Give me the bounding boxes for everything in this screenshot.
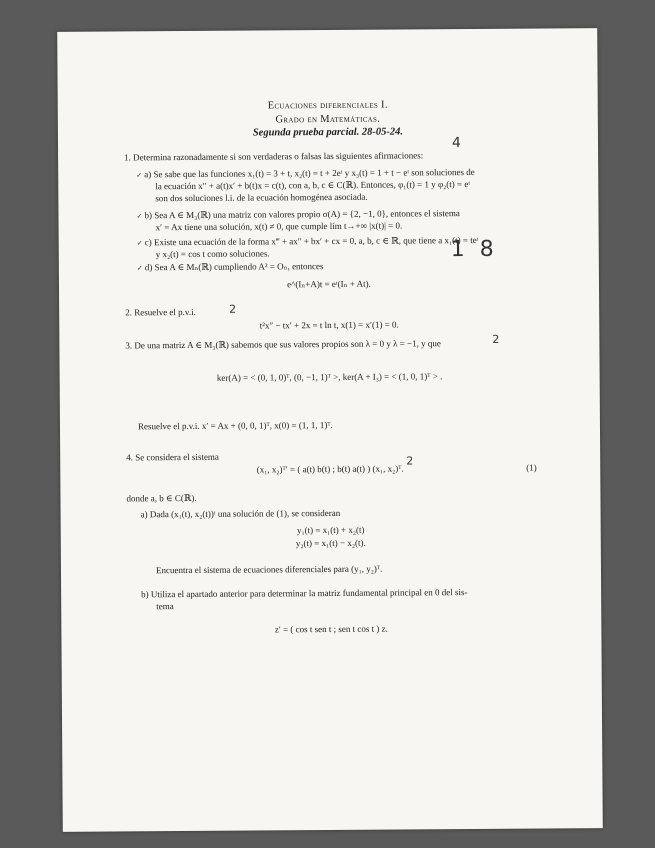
q1b-line1: b) Sea A ∈ M₃(ℝ) una matriz con valores propio σ(A) = {2, −1, 0}, entonces el sistema bbox=[144, 208, 460, 221]
q1d-formula: e^(Iₙ+A)t = eᵗ(Iₙ + At). bbox=[287, 278, 371, 290]
tick-mark-b: ✓ bbox=[136, 212, 143, 221]
q1d-line1: d) Sea A ∈ Mₙ(ℝ) cumpliendo A² = Oₙ, entonces bbox=[144, 261, 324, 273]
exam-title: Segunda prueba parcial. 28-05-24. bbox=[252, 126, 404, 139]
q1-points: 4 bbox=[451, 135, 461, 152]
q3-intro: 3. De una matriz A ∈ M₃(ℝ) sabemos que sus valores propios son λ = 0 y λ = −1, y que bbox=[125, 338, 441, 351]
tick-mark-a: ✓ bbox=[136, 171, 143, 180]
q4b-line2: tema bbox=[156, 601, 174, 612]
q1c-line2: y x₂(t) = cos t como soluciones. bbox=[155, 248, 270, 260]
q4-points: 2 bbox=[406, 454, 414, 468]
score-mark: 1 8 bbox=[450, 236, 498, 263]
course-title: Ecuaciones diferenciales I. bbox=[267, 99, 388, 112]
q2-intro: 2. Resuelve el p.v.i. bbox=[125, 306, 196, 318]
q4b-line1: b) Utiliza el apartado anterior para determinar la matriz fundamental principal en 0 del sis- bbox=[141, 587, 468, 600]
q4a-y2: y₂(t) = x₁(t) − x₂(t). bbox=[295, 537, 366, 549]
q4-where: donde a, b ∈ C(ℝ). bbox=[126, 492, 197, 504]
q3-pvi-formula: Resuelve el p.v.i. x′ = Ax + (0, 0, 1)ᵀ, x(0) = (1, 1, 1)ᵀ. bbox=[137, 419, 333, 432]
q2-points: 2 bbox=[229, 302, 237, 316]
q4a-y1: y₁(t) = x₁(t) + x₂(t) bbox=[296, 524, 365, 536]
q4-intro: 4. Se considera el sistema bbox=[126, 451, 219, 463]
degree-title: Grado en Matemáticas. bbox=[275, 113, 381, 126]
tick-mark-c: ✓ bbox=[136, 239, 143, 248]
q4b-formula: z′ = ( cos t sen t ; sen t cos t ) z. bbox=[274, 623, 388, 635]
q3-points: 2 bbox=[492, 332, 500, 346]
q4-system: (x₁, x₂)ᵀ′ = ( a(t) b(t) ; b(t) a(t) ) (x₁, x₂)ᵀ. bbox=[256, 463, 404, 475]
q1a-line1: a) Se sabe que las funciones x₁(t) = 3 + t, x₂(t) = t + 2eᵗ y x₃(t) = 1 + t − eᵗ son soluciones de bbox=[144, 166, 475, 180]
q4a-intro: a) Dada (x₁(t), x₂(t))ᵗ una solución de (1), se consideran bbox=[140, 507, 341, 520]
exam-sheet bbox=[57, 28, 603, 832]
q3-ker-formula: ker(A) = < (0, 1, 0)ᵀ, (0, −1, 1)ᵀ >, ker(A + I₃) = < (1, 0, 1)ᵀ > . bbox=[216, 371, 443, 383]
tick-mark-d: ✓ bbox=[136, 264, 143, 273]
q4-equation-number: (1) bbox=[526, 462, 537, 473]
q1-intro: 1. Determina razonadamente si son verdaderas o falsas las siguientes afirmaciones: bbox=[124, 150, 424, 163]
q4a-task: Encuentra el sistema de ecuaciones diferenciales para (y₁, y₂)ᵀ. bbox=[155, 563, 383, 576]
q1a-line2: la ecuación x″ + a(t)x′ + b(t)x = c(t), con a, b, c ∈ C(ℝ). Entonces, φ₁(t) = 1 y φ₂(t) = eᵗ bbox=[155, 179, 471, 192]
q1c-line1: c) Existe una ecuación de la forma x‴ + ax″ + bx′ + cx = 0, a, b, c ∈ ℝ, que tiene a x₁(t) = teᵗ bbox=[144, 234, 479, 248]
q1a-line3: son dos soluciones l.i. de la ecuación homogénea asociada. bbox=[155, 191, 368, 204]
q2-formula: t²x″ − tx′ + 2x = t ln t, x(1) = x′(1) = 0. bbox=[259, 319, 399, 331]
q1b-line2: x′ = Ax tiene una solución, x(t) ≠ 0, que cumple lím t→+∞ |x(t)| = 0. bbox=[155, 220, 403, 233]
